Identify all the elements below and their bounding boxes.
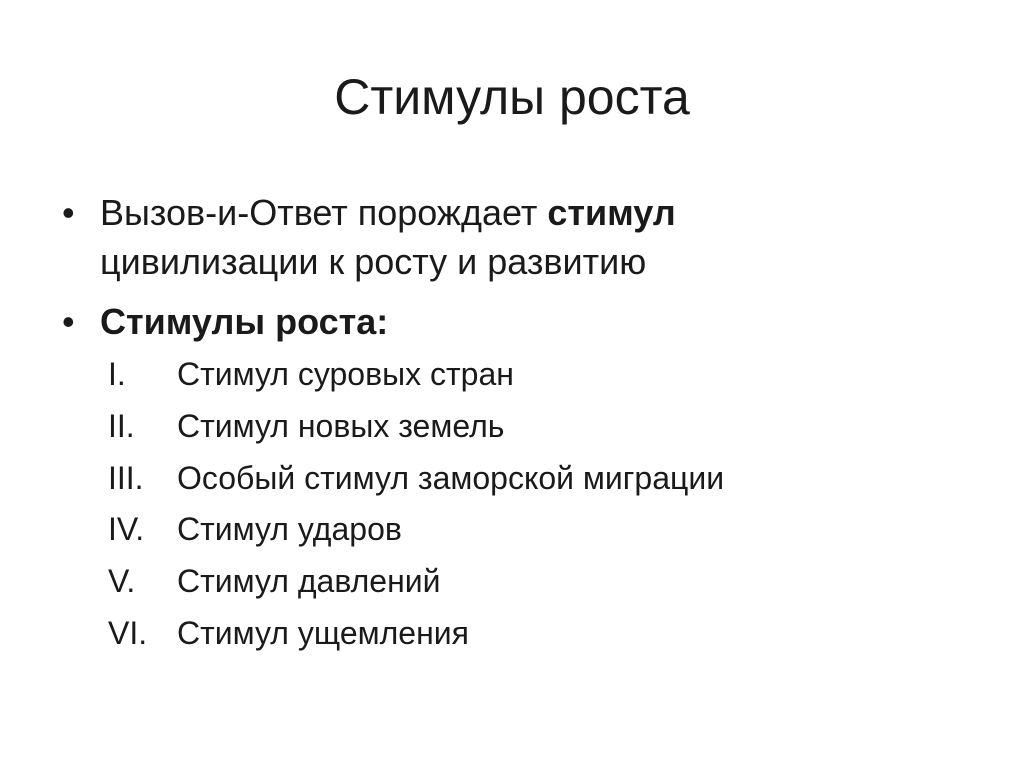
item-number: V. — [108, 563, 136, 600]
item-label: Стимул ущемления — [177, 614, 469, 651]
item-label: Особый стимул заморской миграции — [177, 459, 725, 496]
numbered-list-item — [108, 504, 928, 556]
numbered-list-item — [108, 608, 928, 660]
bullet-text-suffix: цивилизации к росту и развитию — [100, 241, 647, 282]
item-label: Стимул давлений — [177, 563, 441, 600]
item-label: Стимул суровых стран — [177, 356, 514, 392]
numbered-list-item — [108, 401, 928, 453]
item-number: VI. — [108, 614, 148, 651]
bullet-item — [62, 188, 962, 288]
item-number: IV. — [108, 511, 145, 548]
bullet-text-prefix: Вызов-и-Ответ порождает — [100, 192, 548, 233]
numbered-list-item — [108, 349, 928, 401]
bullet-text-bold: стимул — [547, 192, 676, 233]
numbered-list-item — [108, 453, 928, 505]
item-label: Стимул ударов — [177, 511, 402, 548]
bullet-item — [62, 297, 962, 347]
bullet-text — [100, 188, 950, 286]
item-number: I. — [108, 356, 126, 392]
item-label: Стимул новых земель — [177, 407, 505, 444]
bullet-marker: • — [62, 192, 75, 233]
numbered-list — [108, 349, 928, 660]
slide-title: Стимулы роста — [334, 69, 690, 125]
item-number: III. — [108, 459, 144, 496]
item-number: II. — [108, 407, 135, 444]
bullet-heading: Стимулы роста: — [100, 301, 389, 342]
bullet-marker: • — [62, 301, 75, 342]
numbered-list-item — [108, 556, 928, 608]
